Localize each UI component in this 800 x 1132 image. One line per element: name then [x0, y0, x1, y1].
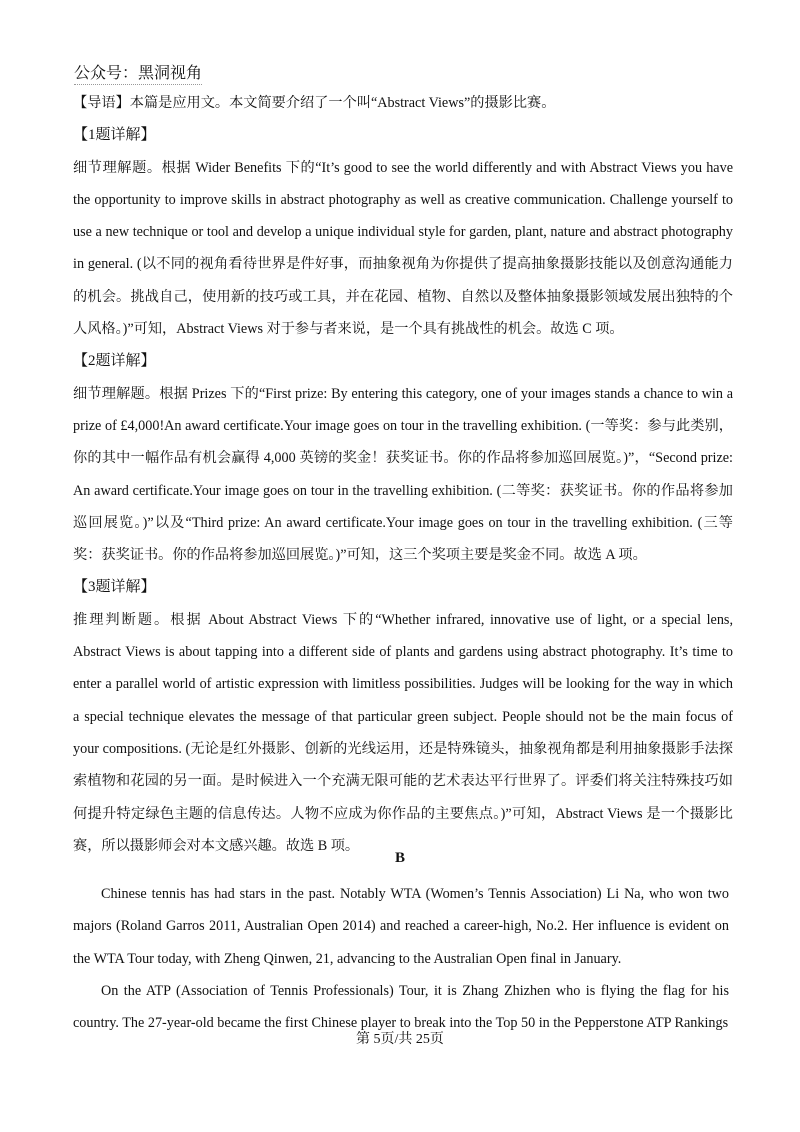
q3-heading: 【3题详解】 [73, 579, 156, 596]
watermark-text: 公众号：黑洞视角 [74, 60, 202, 85]
passage-paragraph-1: Chinese tennis has had stars in the past. Notably WTA (Women’s Tennis Association) Li Na, who won two majors (Roland Garros 2011, Australian Open 2014) and reached a career-high, No.2. Her influence is evident on the WTA Tour today, with Zheng Qinwen, 21, advancing to the Australian Open final in January. [73, 886, 729, 967]
q1-explanation: 细节理解题。根据 Wider Benefits 下的“It’s good to see the world differently and with Abstract Views you have the opportunity to improve skills in abstract photography as well as creative communication. Challenge yourself to use a new technique or tool and develop a unique individual style for garden, plant, nature and abstract photography in general. (以不同的视角看待世界是件好事，而抽象视角为你提供了提高抽象摄影技能以及创意沟通能力的机会。挑战自己，使用新的技巧或工具，并在花园、植物、自然以及整体抽象摄影领域发展出独特的个人风格。)”可知，Abstract Views 对于参与者来说，是一个具有挑战性的机会。故选 C 项。 [73, 159, 733, 338]
passage-paragraph-2: On the ATP (Association of Tennis Professionals) Tour, it is Zhang Zhizhen who is flying the flag for his country. The 27-year-old became the first Chinese player to break into the Top 50 in the Pepperstone ATP Rankings [73, 982, 729, 1032]
section-b-label: B [394, 850, 405, 866]
q2-heading: 【2题详解】 [73, 353, 156, 370]
q2-explanation: 细节理解题。根据 Prizes 下的“First prize: By entering this category, one of your images stands a chance to win a prize of £4,000!An award certificate.Your image goes on tour in the travelling exhibition. (一等奖：参与此类别，你的其中一幅作品有机会赢得 4,000 英镑的奖金！获奖证书。你的作品将参加巡回展览。)”，“Second prize: An award certificate.Your image goes on tour in the travelling exhibition. (二等奖：获奖证书。你的作品将参加巡回展览。)”以及“Third prize: An award certificate.Your image goes on tour in the travelling exhibition. (三等奖：获奖证书。你的作品将参加巡回展览。)”可知，这三个奖项主要是奖金不同。故选 A 项。 [73, 385, 733, 564]
answer-section [73, 87, 733, 862]
intro-paragraph: 【导语】本篇是应用文。本文简要介绍了一个叫“Abstract Views”的摄影比赛。 [73, 95, 556, 111]
q3-explanation: 推理判断题。根据 About Abstract Views 下的“Whether infrared, innovative use of light, or a special lens, Abstract Views is about tapping into a different side of plants and gardens using abstract photography. It’s time to enter a parallel world of artistic expression with limitless possibilities. Judges will be looking for the way in which a special technique elevates the message of that particular green subject. People should not be the main focus of your compositions. (无论是红外摄影、创新的光线运用，还是特殊镜头，抽象视角都是利用抽象摄影手法探索植物和花园的另一面。是时候进入一个充满无限可能的艺术表达平行世界了。评委们将关注特殊技巧如何提升特定绿色主题的信息传达。人物不应成为你作品的主要焦点。)”可知，Abstract Views 是一个摄影比赛，所以摄影师会对本文感兴趣。故选 B 项。 [73, 611, 733, 854]
q1-heading: 【1题详解】 [73, 127, 156, 144]
section-b-passage [73, 878, 729, 1039]
page-number-footer: 第 5页/共 25页 [356, 1032, 444, 1047]
